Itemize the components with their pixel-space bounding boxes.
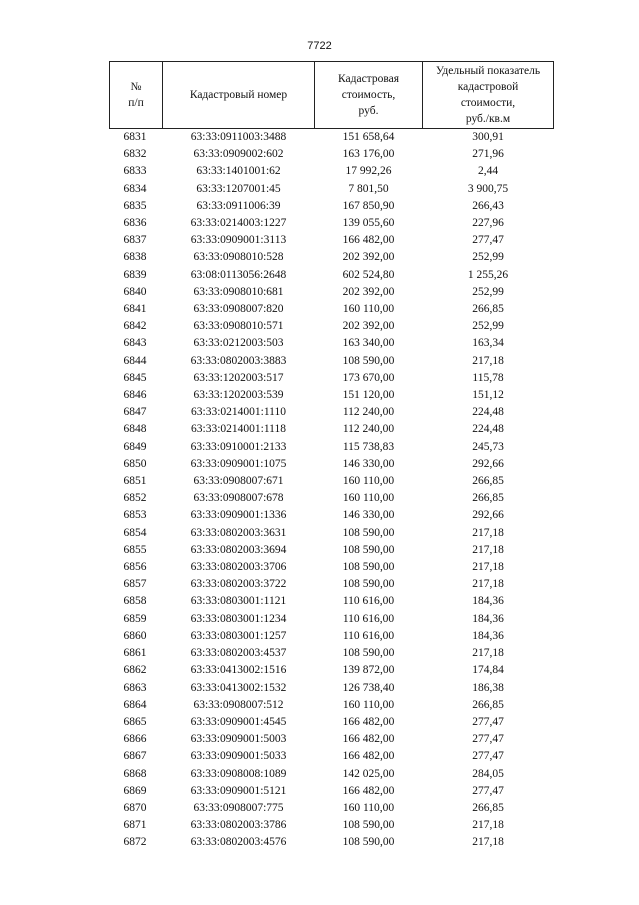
table-row — [110, 748, 554, 765]
table-row — [110, 697, 554, 714]
row-number: 6844 — [123, 354, 147, 367]
cadastral-number: 63:33:0802003:4537 — [190, 647, 287, 660]
cadastral-value: 110 616,00 — [342, 612, 395, 625]
specific-value: 227,96 — [472, 217, 504, 230]
table-row — [110, 335, 554, 352]
cadastral-value: 202 392,00 — [342, 320, 395, 333]
table-row — [110, 318, 554, 335]
cadastral-value: 108 590,00 — [342, 561, 395, 574]
header-specific-value — [423, 62, 554, 129]
table-row — [110, 680, 554, 697]
row-number: 6847 — [123, 406, 147, 419]
row-number: 6852 — [123, 492, 147, 505]
cadastral-number: 63:33:0908007:678 — [193, 492, 284, 505]
cadastral-value: 173 670,00 — [342, 371, 395, 384]
specific-value: 292,66 — [472, 509, 504, 522]
specific-value: 277,47 — [472, 784, 504, 797]
specific-value: 252,99 — [472, 320, 504, 333]
row-number: 6851 — [123, 475, 147, 488]
cadastral-value: 108 590,00 — [342, 578, 395, 591]
row-number: 6843 — [123, 337, 147, 350]
table-row — [110, 456, 554, 473]
table-row — [110, 645, 554, 662]
cadastral-number: 63:33:0908007:671 — [193, 475, 284, 488]
table-row — [110, 129, 554, 147]
specific-value: 277,47 — [472, 733, 504, 746]
specific-value: 245,73 — [472, 440, 504, 453]
table-row — [110, 421, 554, 438]
cadastral-value: 160 110,00 — [342, 698, 395, 711]
specific-value: 277,47 — [472, 750, 504, 763]
table-row — [110, 542, 554, 559]
cadastral-value: 163 340,00 — [342, 337, 395, 350]
row-number: 6842 — [123, 320, 147, 333]
cadastral-value: 163 176,00 — [342, 148, 395, 161]
cadastral-value: 110 616,00 — [342, 595, 395, 608]
header-row — [110, 62, 554, 129]
row-number: 6831 — [123, 131, 147, 143]
row-number: 6857 — [123, 578, 147, 591]
row-number: 6868 — [123, 767, 147, 780]
row-number: 6835 — [123, 199, 147, 212]
cadastral-number: 63:33:0413002:1532 — [190, 681, 287, 694]
cadastral-value: 110 616,00 — [342, 629, 395, 642]
specific-value: 151,12 — [472, 389, 504, 402]
cadastral-value: 160 110,00 — [342, 492, 395, 505]
table-row — [110, 817, 554, 834]
specific-value: 217,18 — [472, 578, 504, 591]
cadastral-number: 63:33:0214001:1110 — [191, 406, 286, 419]
row-number: 6849 — [123, 440, 147, 453]
specific-value: 284,05 — [472, 767, 504, 780]
cadastral-number: 63:33:0908007:820 — [193, 303, 284, 316]
header-cadastral-value-label: Кадастровая стоимость, руб. — [337, 73, 400, 117]
cadastral-number: 63:33:0908010:528 — [193, 251, 284, 264]
specific-value: 174,84 — [472, 664, 504, 677]
cadastral-value: 115 738,83 — [342, 440, 395, 453]
cadastral-number: 63:33:0214001:1118 — [191, 423, 286, 436]
row-number: 6854 — [123, 526, 147, 539]
row-number: 6870 — [123, 801, 147, 814]
row-number: 6864 — [123, 698, 147, 711]
header-num — [110, 62, 163, 129]
table-row — [110, 301, 554, 318]
cadastral-number: 63:33:0908007:512 — [193, 698, 284, 711]
row-number: 6858 — [123, 595, 147, 608]
cadastral-number: 63:33:1207001:45 — [196, 182, 281, 195]
specific-value: 266,43 — [472, 199, 504, 212]
cadastral-number: 63:33:0803001:1121 — [190, 595, 287, 608]
table-row — [110, 146, 554, 163]
cadastral-value: 108 590,00 — [342, 836, 395, 849]
table-header — [110, 62, 554, 129]
row-number: 6861 — [123, 647, 147, 660]
cadastral-value: 126 738,40 — [342, 681, 395, 694]
cadastral-value: 202 392,00 — [342, 251, 395, 264]
specific-value: 217,18 — [472, 647, 504, 660]
specific-value: 217,18 — [472, 836, 504, 849]
cadastral-value: 112 240,00 — [342, 406, 395, 419]
row-number: 6838 — [123, 251, 147, 264]
table-row — [110, 181, 554, 198]
header-cadastral-number — [163, 62, 315, 129]
table-row — [110, 714, 554, 731]
table-row — [110, 593, 554, 610]
cadastral-value: 166 482,00 — [342, 750, 395, 763]
cadastral-number: 63:33:1202003:539 — [193, 389, 284, 402]
cadastral-value: 166 482,00 — [342, 784, 395, 797]
table-row — [110, 232, 554, 249]
cadastral-value: 166 482,00 — [342, 733, 395, 746]
cadastral-number: 63:33:0909001:1075 — [190, 457, 287, 470]
table-row — [110, 490, 554, 507]
page-number: 7722 — [307, 40, 332, 52]
specific-value: 186,38 — [472, 681, 504, 694]
specific-value: 252,99 — [472, 251, 504, 264]
row-number: 6837 — [123, 234, 147, 247]
row-number: 6846 — [123, 389, 147, 402]
cadastral-number: 63:33:0909001:5033 — [190, 750, 287, 763]
table-row — [110, 731, 554, 748]
cadastral-number: 63:33:0802003:3706 — [190, 561, 287, 574]
cadastral-value: 167 850,90 — [342, 199, 395, 212]
row-number: 6834 — [123, 182, 147, 195]
cadastral-number: 63:33:0911006:39 — [196, 199, 281, 212]
cadastral-number: 63:33:0803001:1234 — [190, 612, 287, 625]
table-row — [110, 662, 554, 679]
cadastral-value: 7 801,50 — [348, 182, 389, 195]
table-row — [110, 783, 554, 800]
row-number: 6866 — [123, 733, 147, 746]
cadastral-value: 166 482,00 — [342, 715, 395, 728]
header-cadastral-value — [315, 62, 423, 129]
cadastral-value: 151 658,64 — [342, 131, 395, 143]
specific-value: 217,18 — [472, 526, 504, 539]
row-number: 6841 — [123, 303, 147, 316]
cadastral-number: 63:33:0909001:5121 — [190, 784, 287, 797]
table-row — [110, 163, 554, 180]
cadastral-number: 63:33:0802003:3883 — [190, 354, 287, 367]
cadastral-number: 63:33:0214003:1227 — [190, 217, 287, 230]
row-number: 6845 — [123, 371, 147, 384]
specific-value: 266,85 — [472, 698, 504, 711]
table-row — [110, 215, 554, 232]
row-number: 6863 — [123, 681, 147, 694]
cadastral-value: 202 392,00 — [342, 285, 395, 298]
specific-value: 3 900,75 — [467, 182, 509, 195]
cadastral-number: 63:33:0908010:571 — [193, 320, 284, 333]
cadastral-number: 63:33:0909001:1336 — [190, 509, 287, 522]
cadastral-number: 63:33:1202003:517 — [193, 371, 284, 384]
table-row — [110, 284, 554, 301]
row-number: 6862 — [123, 664, 147, 677]
row-number: 6865 — [123, 715, 147, 728]
table-row — [110, 404, 554, 421]
cadastral-number: 63:33:0802003:3786 — [190, 819, 287, 832]
table-row — [110, 628, 554, 645]
specific-value: 217,18 — [472, 561, 504, 574]
cadastral-value: 160 110,00 — [342, 801, 395, 814]
row-number: 6832 — [123, 148, 147, 161]
specific-value: 292,66 — [472, 457, 504, 470]
cadastral-number: 63:33:0908007:775 — [193, 801, 284, 814]
row-number: 6872 — [123, 836, 147, 849]
table-row — [110, 525, 554, 542]
cadastral-number: 63:33:0802003:4576 — [190, 836, 287, 849]
specific-value: 184,36 — [472, 612, 504, 625]
header-specific-value-label: Удельный показатель кадастровой стоимости, руб./кв.м — [435, 65, 541, 125]
cadastral-value: 151 120,00 — [342, 389, 395, 402]
cadastral-value: 108 590,00 — [342, 354, 395, 367]
cadastral-value: 602 524,80 — [342, 268, 395, 281]
cadastral-number: 63:08:0113056:2648 — [190, 268, 287, 281]
specific-value: 217,18 — [472, 819, 504, 832]
cadastral-number: 63:33:0911003:3488 — [190, 131, 287, 143]
table-row — [110, 249, 554, 266]
table-row — [110, 198, 554, 215]
row-number: 6871 — [123, 819, 147, 832]
header-num-label: № п/п — [128, 81, 144, 109]
cadastral-number: 63:33:0909001:3113 — [190, 234, 287, 247]
cadastral-value: 160 110,00 — [342, 303, 395, 316]
cadastral-number: 63:33:0910001:2133 — [190, 440, 287, 453]
table-row — [110, 800, 554, 817]
specific-value: 266,85 — [472, 801, 504, 814]
cadastral-value-table — [109, 61, 554, 852]
cadastral-number: 63:33:0909001:5003 — [190, 733, 287, 746]
specific-value: 266,85 — [472, 492, 504, 505]
row-number: 6833 — [123, 165, 147, 178]
table-row — [110, 507, 554, 524]
specific-value: 277,47 — [472, 715, 504, 728]
table-row — [110, 267, 554, 284]
cadastral-value: 139 055,60 — [342, 217, 395, 230]
specific-value: 266,85 — [472, 475, 504, 488]
cadastral-value: 112 240,00 — [342, 423, 395, 436]
specific-value: 277,47 — [472, 234, 504, 247]
row-number: 6853 — [123, 509, 147, 522]
row-number: 6859 — [123, 612, 147, 625]
cadastral-number: 63:33:1401001:62 — [196, 165, 281, 178]
table-row — [110, 387, 554, 404]
cadastral-number: 63:33:0802003:3694 — [190, 543, 287, 556]
row-number: 6869 — [123, 784, 147, 797]
table-row — [110, 766, 554, 783]
row-number: 6867 — [123, 750, 147, 763]
row-number: 6840 — [123, 285, 147, 298]
cadastral-value: 108 590,00 — [342, 647, 395, 660]
cadastral-value: 108 590,00 — [342, 526, 395, 539]
specific-value: 252,99 — [472, 285, 504, 298]
specific-value: 163,34 — [472, 337, 504, 350]
table-row — [110, 834, 554, 851]
cadastral-number: 63:33:0909001:4545 — [190, 715, 287, 728]
row-number: 6850 — [123, 457, 147, 470]
cadastral-value: 139 872,00 — [342, 664, 395, 677]
header-cadastral-number-label: Кадастровый номер — [189, 89, 288, 101]
cadastral-number: 63:33:0802003:3631 — [190, 526, 287, 539]
table-body — [110, 129, 554, 852]
table-row — [110, 353, 554, 370]
row-number: 6848 — [123, 423, 147, 436]
specific-value: 300,91 — [472, 131, 504, 143]
row-number: 6856 — [123, 561, 147, 574]
row-number: 6839 — [123, 268, 147, 281]
row-number: 6860 — [123, 629, 147, 642]
specific-value: 115,78 — [472, 371, 504, 384]
cadastral-number: 63:33:0212003:503 — [193, 337, 284, 350]
specific-value: 271,96 — [472, 148, 504, 161]
specific-value: 217,18 — [472, 543, 504, 556]
cadastral-value: 160 110,00 — [342, 475, 395, 488]
cadastral-number: 63:33:0909002:602 — [193, 148, 284, 161]
cadastral-value: 108 590,00 — [342, 819, 395, 832]
specific-value: 224,48 — [472, 406, 504, 419]
row-number: 6855 — [123, 543, 147, 556]
specific-value: 266,85 — [472, 303, 504, 316]
cadastral-value: 166 482,00 — [342, 234, 395, 247]
table-row — [110, 559, 554, 576]
specific-value: 224,48 — [472, 423, 504, 436]
specific-value: 184,36 — [472, 629, 504, 642]
specific-value: 184,36 — [472, 595, 504, 608]
row-number: 6836 — [123, 217, 147, 230]
cadastral-value: 108 590,00 — [342, 543, 395, 556]
table-row — [110, 370, 554, 387]
cadastral-number: 63:33:0803001:1257 — [190, 629, 287, 642]
table-row — [110, 439, 554, 456]
cadastral-number: 63:33:0802003:3722 — [190, 578, 287, 591]
cadastral-value: 146 330,00 — [342, 457, 395, 470]
cadastral-number: 63:33:0908008:1089 — [190, 767, 287, 780]
table-row — [110, 611, 554, 628]
cadastral-number: 63:33:0908010:681 — [193, 285, 284, 298]
table-row — [110, 473, 554, 490]
specific-value: 1 255,26 — [467, 268, 509, 281]
cadastral-value: 17 992,26 — [345, 165, 392, 178]
cadastral-number: 63:33:0413002:1516 — [190, 664, 287, 677]
table-row — [110, 576, 554, 593]
cadastral-value: 142 025,00 — [342, 767, 395, 780]
specific-value: 217,18 — [472, 354, 504, 367]
cadastral-value: 146 330,00 — [342, 509, 395, 522]
specific-value: 2,44 — [477, 165, 499, 178]
